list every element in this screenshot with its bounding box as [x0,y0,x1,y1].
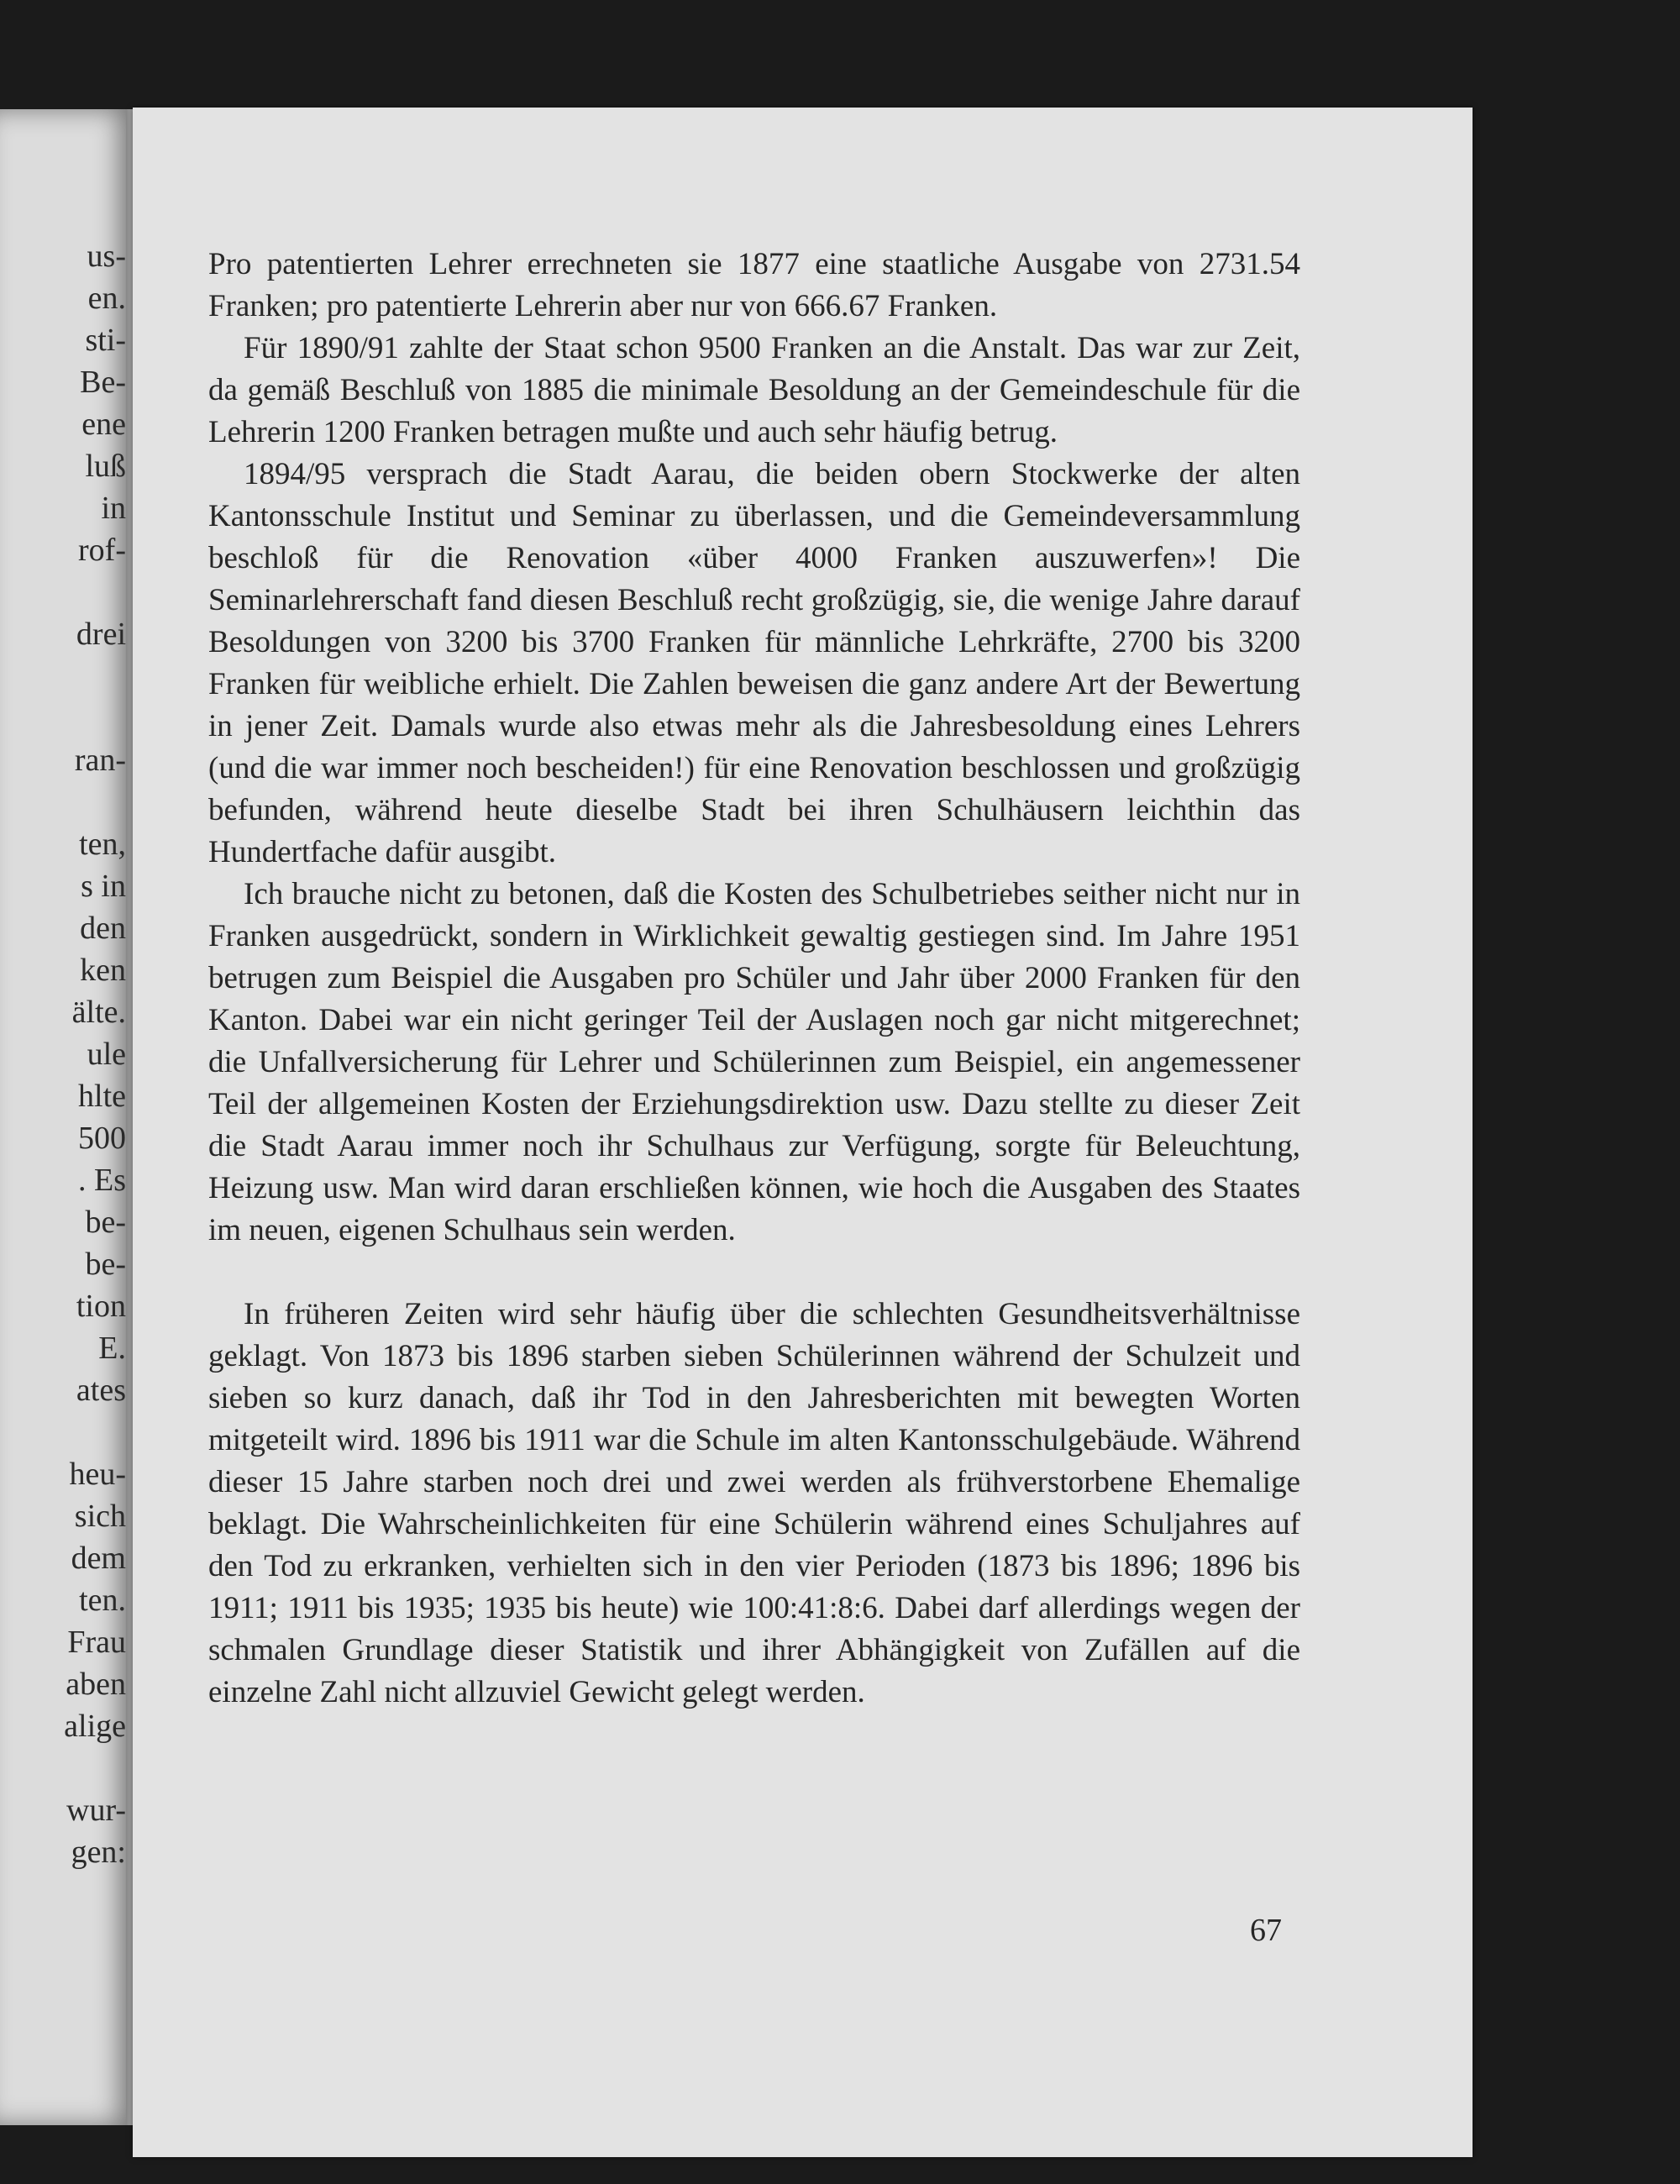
left-fragment: alige [64,1709,126,1744]
right-page [133,108,1473,2157]
left-fragment: ten. [79,1583,126,1618]
left-fragment: rof- [78,533,126,568]
left-page-text-fragments [0,235,126,1873]
left-fragment: be- [85,1247,126,1282]
left-fragment: en. [87,281,126,316]
left-fragment: ken [80,953,126,988]
left-fragment: in [101,491,126,526]
left-fragment: den [80,911,126,946]
paragraph: Für 1890/91 zahlte der Staat schon 9500 Franken an die Anstalt. Das war zur Zeit, da gemäß Beschluß von 1885 die minimale Besoldung an der Gemeindeschule für die Lehrerin 1200 Franken betragen mußte und auch sehr häufig betrug. [208,331,1300,449]
section-divider [208,1252,1300,1294]
left-fragment [0,781,126,823]
left-fragment: ten, [79,827,126,862]
left-fragment: . Es [78,1163,126,1198]
left-fragment: wur- [66,1793,126,1828]
left-fragment: hlte [78,1079,126,1114]
left-fragment: älte. [71,995,126,1030]
left-fragment [0,571,126,613]
left-fragment: gen: [71,1835,126,1870]
left-fragment: us- [87,239,126,274]
left-fragment: luß [85,449,126,484]
left-fragment: dem [71,1541,126,1576]
left-fragment [0,697,126,739]
paragraph: Ich brauche nicht zu betonen, daß die Kosten des Schulbetriebes seither nicht nur in Franken ausgedrückt, sondern in Wirklichkeit gewaltig gestiegen sind. Im Jahre 1951 betrugen zum Beispiel die Ausgaben pro Schüler und Jahr über 2000 Franken für den Kanton. Dabei war ein nicht geringer Teil der Auslagen noch gar nicht mitgerechnet; die Unfallversicherung für Lehrer und Schülerinnen zum Beispiel, ein angemessener Teil der allgemeinen Kosten der Erziehungsdirektion usw. Dazu stellte zu dieser Zeit die Stadt Aarau immer noch ihr Schulhaus zur Verfügung, sorgte für Beleuchtung, Heizung usw. Man wird daran erschließen können, wie hoch die Ausgaben des Staates im neuen, eigenen Schulhaus sein werden. [208,877,1300,1247]
left-fragment: drei [76,617,126,652]
left-fragment: Be- [80,365,126,400]
left-page-edge [0,109,134,2125]
left-fragment [0,1747,126,1789]
paragraph: Pro patentierten Lehrer errechneten sie 1877 eine staatliche Ausgabe von 2731.54 Franken; pro patentierte Lehrerin aber nur von 666.67 Franken. [208,247,1300,323]
left-fragment: E. [98,1331,126,1366]
left-fragment: Frau [67,1625,126,1660]
left-fragment: ates [76,1373,126,1408]
left-fragment [0,655,126,697]
paragraph: 1894/95 versprach die Stadt Aarau, die beiden obern Stockwerke der alten Kantonsschule Institut und Seminar zu überlassen, und die Gemeindeversammlung beschloß für die Renovation «über 4000 Franken auszuwerfen»! Die Seminarlehrerschaft fand diesen Beschluß recht großzügig, sie, die wenige Jahre darauf Besoldungen von 3200 bis 3700 Franken für männliche Lehrkräfte, 2700 bis 3200 Franken für weibliche erhielt. Die Zahlen beweisen die ganz andere Art der Bewertung in jener Zeit. Damals wurde also etwas mehr als die Jahresbesoldung eines Lehrers (und die war immer noch bescheiden!) für eine Renovation beschlossen und großzügig befunden, während heute dieselbe Stadt bei ihren Schulhäusern leichthin das Hundertfache dafür ausgibt. [208,457,1300,869]
left-fragment: sich [74,1499,126,1534]
left-fragment: be- [85,1205,126,1240]
left-fragment: ran- [74,743,126,778]
paragraph: In früheren Zeiten wird sehr häufig über die schlechten Gesundheitsverhältnisse geklagt. Von 1873 bis 1896 starben sieben Schülerinnen während der Schulzeit und sieben so kurz danach, daß ihr Tod in den Jahresberichten mit bewegten Worten mitgeteilt wird. 1896 bis 1911 war die Schule im alten Kantonsschulgebäude. Während dieser 15 Jahre starben noch drei und zwei werden als frühverstorbene Ehemalige beklagt. Die Wahrscheinlichkeiten für eine Schülerin während eines Schuljahres auf den Tod zu erkranken, verhielten sich in den vier Perioden (1873 bis 1896; 1896 bis 1911; 1911 bis 1935; 1935 bis heute) wie 100:41:8:6. Dabei darf allerdings wegen der schmalen Grundlage dieser Statistik und ihrer Abhängigkeit von Zufällen auf die einzelne Zahl nicht allzuviel Gewicht gelegt werden. [208,1297,1300,1709]
left-fragment: s in [81,869,126,904]
body-text [208,244,1300,1714]
left-fragment: 500 [78,1121,126,1156]
left-fragment: ule [87,1037,126,1072]
left-fragment: aben [66,1667,126,1702]
left-fragment: heu- [69,1457,126,1492]
left-fragment: ene [81,407,126,442]
left-fragment: tion [76,1289,126,1324]
page-number: 67 [1250,1913,1282,1948]
left-fragment: sti- [85,323,126,358]
left-fragment [0,1411,126,1453]
